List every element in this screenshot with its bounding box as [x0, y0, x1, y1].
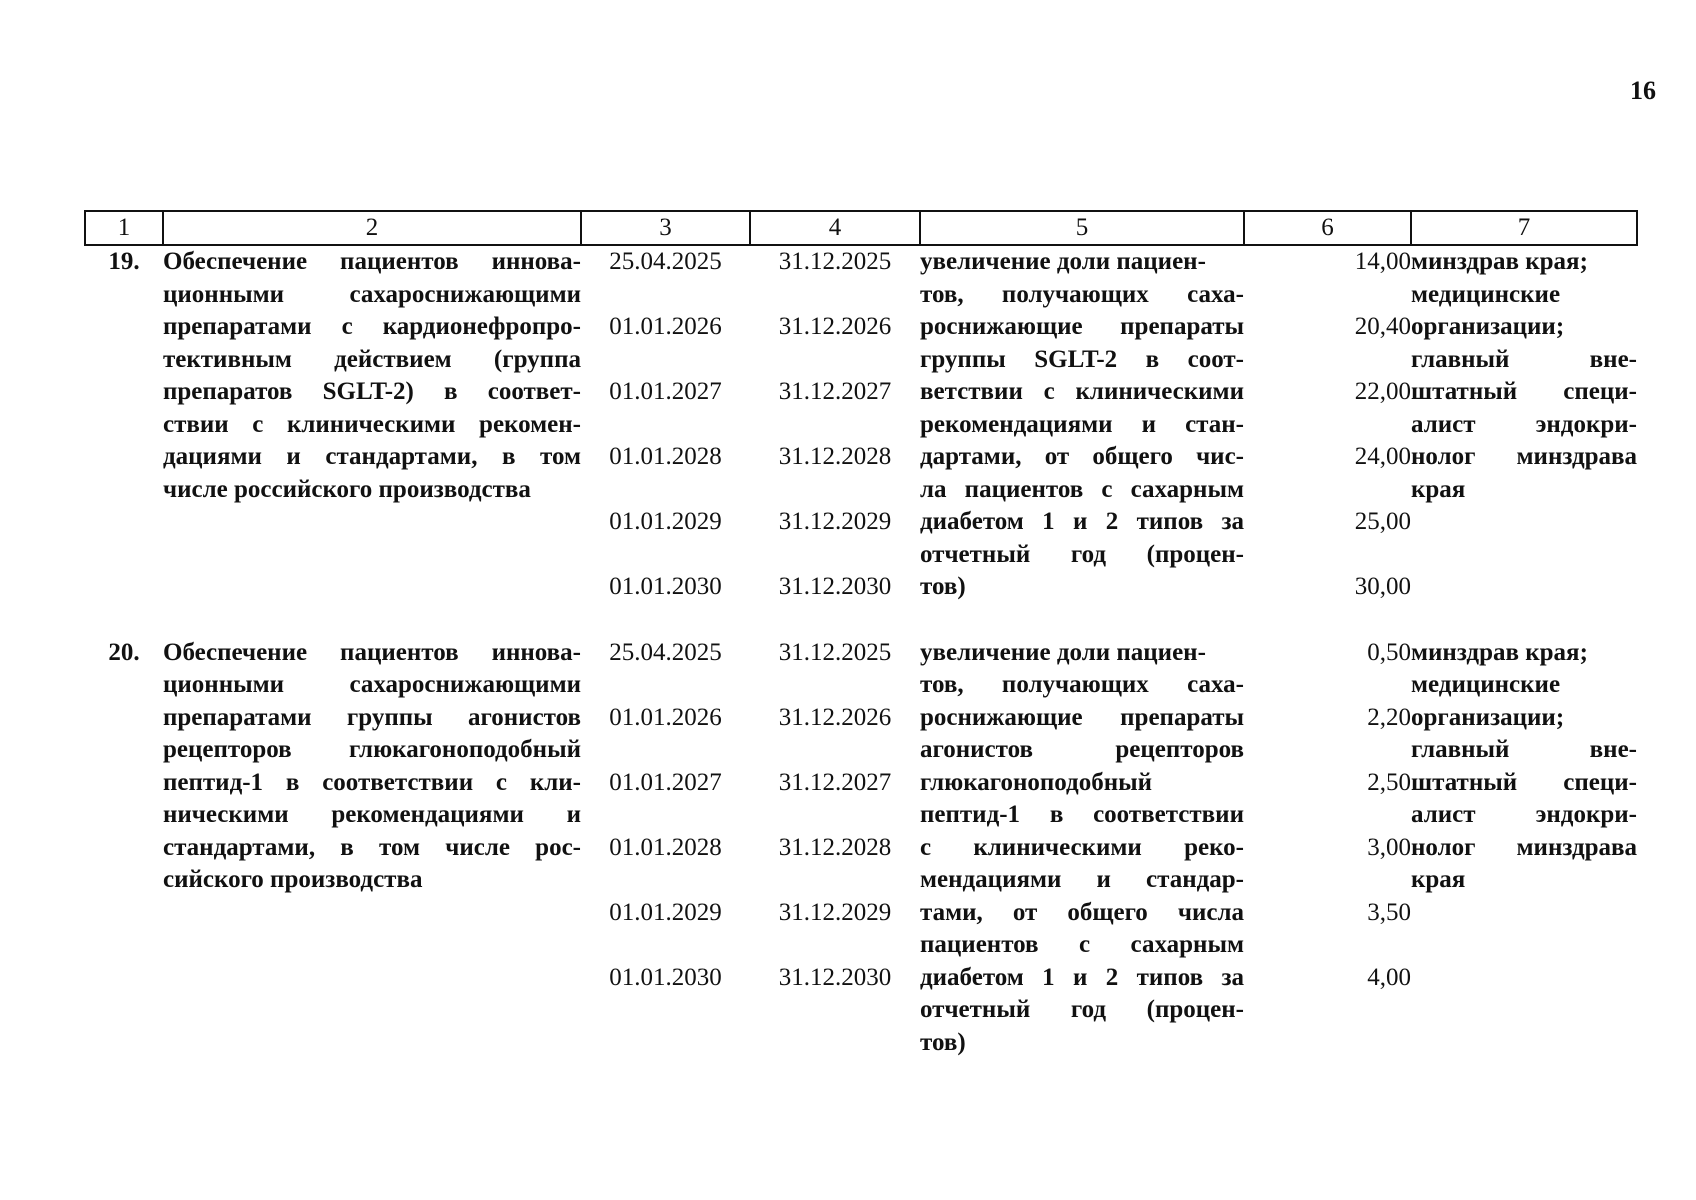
- start-date: 01.01.2029: [609, 508, 722, 535]
- responsible-line: штатный специ-: [1411, 378, 1637, 405]
- measure-name-line: Обеспечение пациентов иннова-: [163, 638, 581, 666]
- responsible-line: организации;: [1411, 703, 1565, 731]
- responsible-line: минздрав края;: [1411, 248, 1588, 275]
- start-date-column: [581, 245, 750, 604]
- responsible-line: медицинские: [1411, 671, 1561, 698]
- end-date: 31.12.2025: [778, 248, 892, 275]
- responsible-line: края: [1411, 475, 1466, 503]
- indicator-value: 3,50: [1367, 898, 1411, 926]
- measure-name-line: тективным действием (группа: [163, 345, 581, 373]
- indicator-line: тами, от общего числа: [920, 898, 1244, 926]
- measure-name-line: дациями и стандартами, в том: [163, 443, 581, 470]
- responsible-parties: [1411, 637, 1637, 1060]
- measure-name-line: ционными сахароснижающими: [163, 280, 581, 308]
- row-number: 20.: [108, 638, 140, 666]
- start-date: 01.01.2030: [609, 963, 722, 991]
- table-row: [85, 245, 1637, 604]
- indicator-line: глюкагоноподобный: [920, 768, 1153, 796]
- indicator-line: пациентов с сахарным: [920, 931, 1244, 958]
- responsible-line: штатный специ-: [1411, 768, 1637, 796]
- start-date-column: [581, 637, 750, 1060]
- measure-name-line: ническими рекомендациями и: [163, 801, 581, 828]
- indicator-value: 0,50: [1367, 638, 1411, 666]
- start-date: 01.01.2027: [609, 378, 722, 405]
- indicator-line: диабетом 1 и 2 типов за: [920, 508, 1244, 535]
- start-date: 01.01.2028: [609, 833, 722, 861]
- table-row: [85, 637, 1637, 1060]
- indicator-value: 4,00: [1367, 963, 1411, 991]
- indicator-text: [920, 637, 1244, 1060]
- measure-name-line: препаратами с кардионефропро-: [163, 313, 581, 340]
- header-col-3: 3: [581, 211, 750, 245]
- end-date-column: [750, 637, 920, 1060]
- header-col-1: 1: [85, 211, 163, 245]
- indicator-value: 2,20: [1367, 703, 1411, 731]
- measure-name: [163, 637, 581, 1060]
- measure-name-line: Обеспечение пациентов иннова-: [163, 248, 581, 275]
- indicator-line: рекомендациями и стан-: [920, 410, 1244, 438]
- indicator-value: 22,00: [1354, 378, 1411, 405]
- responsible-line: организации;: [1411, 313, 1565, 340]
- indicator-line: дартами, от общего чис-: [920, 443, 1244, 470]
- value-column: [1244, 637, 1411, 1060]
- indicator-value: 3,00: [1367, 833, 1411, 861]
- indicator-value: 20,40: [1354, 313, 1411, 340]
- responsible-line: главный вне-: [1411, 345, 1637, 373]
- end-date: 31.12.2026: [778, 313, 892, 340]
- responsible-line: алист эндокри-: [1411, 801, 1637, 828]
- indicator-line: тов): [920, 573, 966, 600]
- measure-name-line: препаратов SGLT-2) в соответ-: [163, 378, 581, 405]
- value-column: [1244, 245, 1411, 604]
- indicator-line: отчетный год (процен-: [920, 540, 1244, 568]
- indicator-line: тов, получающих саха-: [920, 671, 1244, 698]
- start-date: 01.01.2029: [609, 898, 722, 926]
- start-date: 01.01.2026: [609, 313, 722, 340]
- indicator-text: [920, 245, 1244, 604]
- indicator-line: ла пациентов с сахарным: [920, 475, 1244, 503]
- measure-name: [163, 245, 581, 604]
- indicator-line: агонистов рецепторов: [920, 736, 1244, 763]
- indicator-value: 30,00: [1354, 573, 1411, 600]
- measures-table: [84, 210, 1638, 1059]
- start-date: 01.01.2028: [609, 443, 722, 470]
- end-date: 31.12.2026: [778, 703, 892, 731]
- measure-name-line: ционными сахароснижающими: [163, 671, 581, 698]
- header-col-7: 7: [1411, 211, 1637, 245]
- indicator-line: пептид-1 в соответствии: [920, 801, 1244, 828]
- responsible-line: минздрав края;: [1411, 638, 1588, 666]
- indicator-line: ветствии с клиническими: [920, 378, 1244, 405]
- indicator-line: роснижающие препараты: [920, 313, 1244, 340]
- measure-name-line: стандартами, в том числе рос-: [163, 833, 581, 861]
- row-number: 19.: [108, 248, 140, 275]
- page-number: 16: [1630, 76, 1656, 105]
- end-date: 31.12.2025: [778, 638, 892, 666]
- end-date: 31.12.2028: [778, 443, 892, 470]
- start-date: 01.01.2026: [609, 703, 722, 731]
- measure-name-line: рецепторов глюкагоноподобный: [163, 736, 581, 763]
- header-col-6: 6: [1244, 211, 1411, 245]
- responsible-parties: [1411, 245, 1637, 604]
- table-body: [85, 245, 1637, 1059]
- indicator-line: увеличение доли пациен-: [920, 638, 1206, 666]
- responsible-line: медицинские: [1411, 280, 1561, 308]
- end-date: 31.12.2029: [778, 508, 892, 535]
- responsible-line: главный вне-: [1411, 736, 1637, 763]
- start-date: 01.01.2027: [609, 768, 722, 796]
- measure-name-line: ствии с клиническими рекомен-: [163, 410, 581, 438]
- end-date: 31.12.2030: [778, 963, 892, 991]
- indicator-line: увеличение доли пациен-: [920, 248, 1206, 275]
- indicator-line: отчетный год (процен-: [920, 996, 1244, 1023]
- end-date: 31.12.2030: [778, 573, 892, 600]
- measure-name-line: сийского производства: [163, 866, 423, 893]
- indicator-value: 14,00: [1354, 248, 1411, 275]
- start-date: 25.04.2025: [609, 638, 722, 666]
- indicator-line: тов): [920, 1028, 966, 1056]
- indicator-line: группы SGLT-2 в соот-: [920, 345, 1244, 373]
- end-date: 31.12.2027: [778, 378, 892, 405]
- header-col-4: 4: [750, 211, 920, 245]
- indicator-line: тов, получающих саха-: [920, 280, 1244, 308]
- measure-name-line: числе российского производства: [163, 475, 531, 503]
- end-date: 31.12.2029: [778, 898, 892, 926]
- indicator-line: роснижающие препараты: [920, 703, 1244, 731]
- indicator-line: мендациями и стандар-: [920, 866, 1244, 893]
- end-date: 31.12.2028: [778, 833, 892, 861]
- responsible-line: края: [1411, 866, 1466, 893]
- indicator-value: 24,00: [1354, 443, 1411, 470]
- measure-name-line: пептид-1 в соответствии с кли-: [163, 768, 581, 796]
- end-date: 31.12.2027: [778, 768, 892, 796]
- indicator-line: диабетом 1 и 2 типов за: [920, 963, 1244, 991]
- indicator-value: 25,00: [1354, 508, 1411, 535]
- start-date: 25.04.2025: [609, 248, 722, 275]
- start-date: 01.01.2030: [609, 573, 722, 600]
- responsible-line: алист эндокри-: [1411, 410, 1637, 438]
- responsible-line: нолог минздрава: [1411, 833, 1637, 861]
- measure-name-line: препаратами группы агонистов: [163, 703, 581, 731]
- end-date-column: [750, 245, 920, 604]
- responsible-line: нолог минздрава: [1411, 443, 1637, 470]
- row-spacer: [85, 604, 1637, 637]
- header-col-5: 5: [920, 211, 1244, 245]
- header-row: [85, 211, 1637, 245]
- header-col-2: 2: [163, 211, 581, 245]
- indicator-value: 2,50: [1367, 768, 1411, 796]
- indicator-line: с клиническими реко-: [920, 833, 1244, 861]
